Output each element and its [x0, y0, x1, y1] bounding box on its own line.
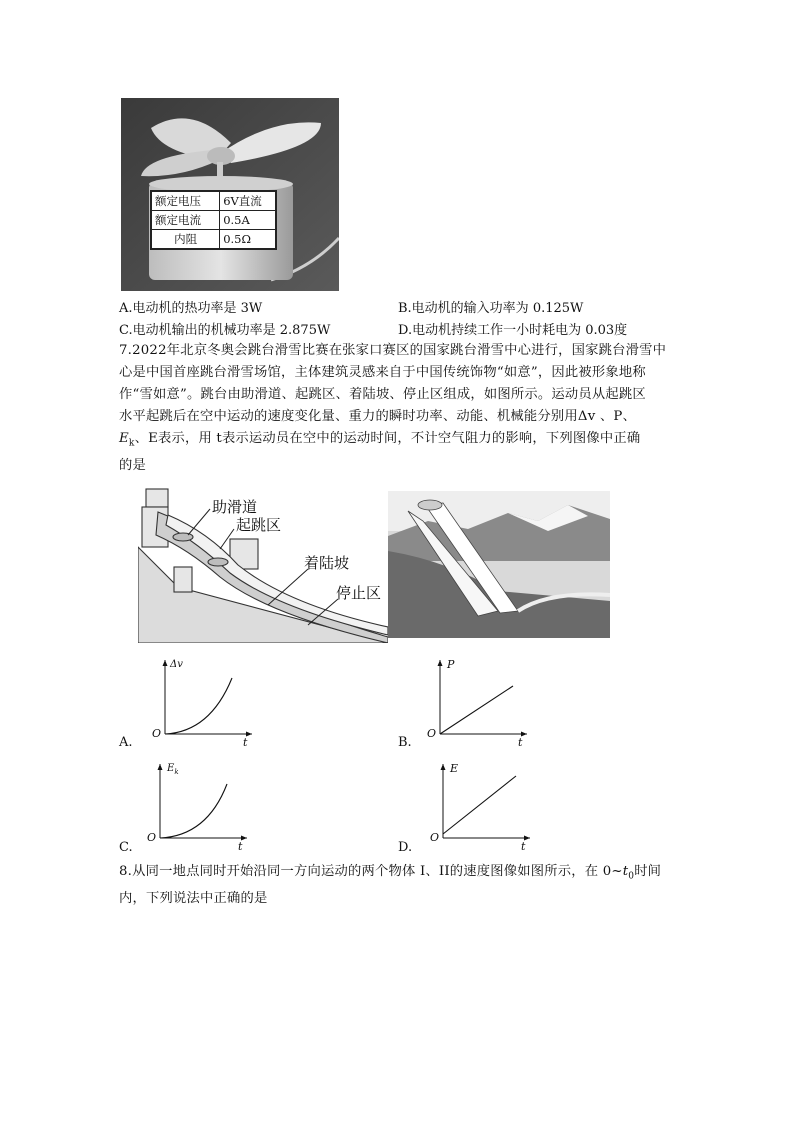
spec-value: 0.5Ω — [220, 230, 276, 249]
venue-photo-drawing — [388, 491, 610, 638]
q8-question-text — [119, 861, 679, 910]
q8-line-2: 内，下列说法中正确的是 — [119, 890, 268, 906]
graph-a-xlabel: t — [243, 736, 248, 749]
graph-b-origin: O — [427, 727, 437, 740]
graph-a-origin: O — [152, 727, 162, 740]
q7-line: 的是 — [119, 457, 146, 473]
q6-option-b: B.电动机的输入功率为 0.125W — [398, 301, 584, 316]
q7-line: 7.2022年北京冬奥会跳台滑雪比赛在张家口赛区的国家跳台滑雪中心进行，国家跳台滑雪中 — [119, 343, 667, 358]
venue-photo — [388, 491, 610, 638]
graph-c-ylabel-main: E — [167, 763, 175, 774]
graph-d — [428, 760, 538, 852]
label-outrun: 停止区 — [336, 584, 382, 602]
graph-c-origin: O — [147, 831, 157, 844]
t0-symbol: t — [622, 864, 629, 879]
curve — [165, 678, 232, 734]
spec-value: 6V直流 — [220, 192, 276, 211]
y-axis-arrow — [441, 764, 446, 770]
label-run-in: 助滑道 — [212, 498, 258, 516]
graph-a-ylabel: Δv — [170, 659, 183, 670]
graph-c-ylabel-sub: k — [174, 768, 179, 776]
motor-label-table — [150, 190, 277, 250]
graph-c — [145, 760, 255, 852]
graph-b — [425, 656, 535, 748]
curve — [160, 784, 227, 838]
graph-c-ylabel — [167, 761, 179, 780]
motor-spec-table — [151, 191, 276, 249]
graph-c-option: C. — [119, 840, 133, 855]
q7-line-text: 、E表示，用 t表示运动员在空中的运动时间，不计空气阻力的影响，下列图像中正确 — [134, 431, 641, 446]
graph-d-ylabel: E — [450, 762, 459, 775]
spec-row — [152, 211, 276, 230]
q8-line-1-post: 时间 — [634, 864, 662, 879]
line — [443, 776, 516, 834]
line — [440, 686, 513, 734]
graph-a-option: A. — [119, 735, 133, 750]
spec-label: 额定电压 — [152, 192, 220, 211]
q6-option-a: A.电动机的热功率是 3W — [119, 301, 263, 316]
spec-value: 0.5A — [220, 211, 276, 230]
y-axis-arrow — [438, 660, 443, 666]
ek-symbol: E — [119, 431, 129, 446]
label-landing-slope: 着陆坡 — [304, 554, 350, 572]
spec-row — [152, 230, 276, 249]
q8-line-1-pre: 8.从同一地点同时开始沿同一方向运动的两个物体 I、II的速度图像如图所示，在 0~ — [119, 864, 623, 879]
q7-line-5 — [119, 428, 679, 455]
spec-label: 额定电流 — [152, 211, 220, 230]
q8-line-1 — [119, 861, 679, 888]
spec-row — [152, 192, 276, 211]
graph-d-origin: O — [430, 831, 440, 844]
q6-option-d: D.电动机持续工作一小时耗电为 0.03度 — [398, 323, 628, 338]
graph-a — [150, 656, 260, 748]
graph-b-xlabel: t — [518, 736, 523, 749]
graph-d-option: D. — [398, 840, 413, 855]
y-axis-arrow — [163, 660, 168, 666]
graph-c-xlabel: t — [238, 840, 243, 853]
graph-d-xlabel: t — [521, 840, 526, 853]
ski-jump-drawing — [138, 487, 388, 643]
q7-line: 水平起跳后在空中运动的速度变化量、重力的瞬时功率、动能、机械能分别用Δv 、P、 — [119, 409, 636, 424]
spec-label: 内阻 — [152, 230, 220, 249]
label-takeoff: 起跳区 — [236, 516, 282, 534]
q7-question-text — [119, 340, 679, 477]
ek-subscript: k — [128, 438, 135, 449]
t0-subscript: 0 — [628, 871, 635, 882]
ski-jump-diagram — [138, 487, 388, 643]
q6-option-c: C.电动机输出的机械功率是 2.875W — [119, 323, 331, 338]
y-axis-arrow — [158, 764, 163, 770]
q7-line: 心是中国首座跳台滑雪场馆，主体建筑灵感来自于中国传统饰物“如意”，因此被形象地称 — [119, 365, 646, 380]
graph-b-ylabel: P — [447, 658, 455, 671]
graph-b-option: B. — [398, 735, 412, 750]
q7-line: 作“雪如意”。跳台由助滑道、起跳区、着陆坡、停止区组成，如图所示。运动员从起跳区 — [119, 387, 646, 402]
